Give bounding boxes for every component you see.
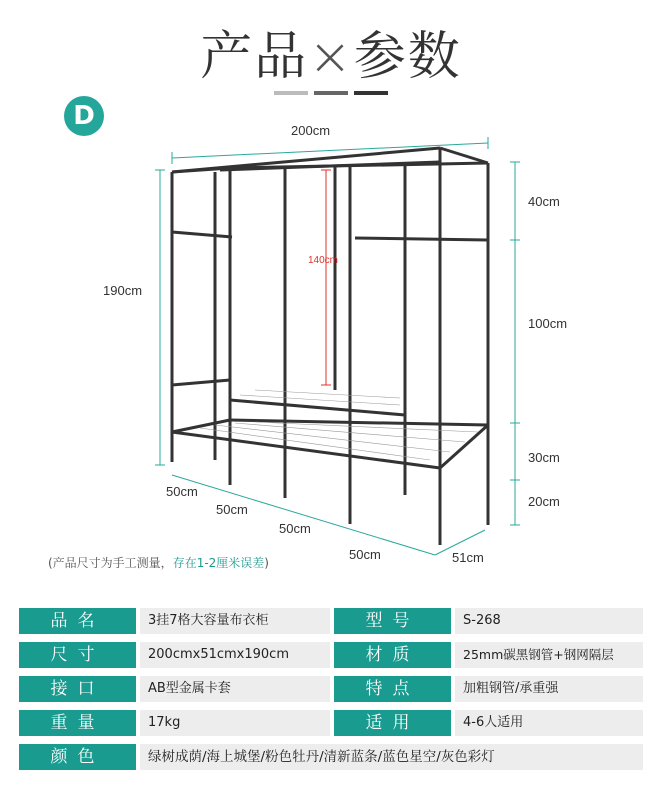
spec-key-feature: 特点 [334, 676, 451, 702]
dim-bottom-50c: 50cm [279, 521, 311, 536]
note-suffix: ) [264, 556, 269, 570]
title-right: 参数 [353, 27, 462, 87]
spec-row-size [19, 642, 643, 668]
spec-value-color: 绿树成荫/海上城堡/粉色牡丹/清新蓝条/蓝色星空/灰色彩灯 [140, 744, 643, 770]
spec-row-weight [19, 710, 643, 736]
spec-value-name: 3挂7格大容量布衣柜 [140, 608, 330, 634]
spec-value-size: 200cmx51cmx190cm [140, 642, 330, 668]
dim-right-30: 30cm [528, 450, 560, 465]
spec-key-material: 材质 [334, 642, 451, 668]
spec-key-name: 品名 [19, 608, 136, 634]
dim-right-100: 100cm [528, 316, 568, 331]
spec-value-weight: 17kg [140, 710, 330, 736]
dim-inner-height: 140cm [308, 255, 339, 266]
inner-height-line [321, 170, 331, 385]
spec-value-connector: AB型金属卡套 [140, 676, 330, 702]
measurement-note [48, 554, 269, 571]
spec-row-color [19, 744, 643, 770]
dim-depth: 51cm [452, 550, 484, 565]
spec-value-model: S-268 [455, 608, 643, 634]
dim-right-20: 20cm [528, 494, 560, 509]
spec-value-material: 25mm碳黑钢管+钢网隔层 [455, 642, 643, 668]
dim-height-total: 190cm [103, 283, 143, 298]
variant-badge: D [64, 96, 104, 136]
note-prefix: (产品尺寸为手工测量， [48, 556, 173, 570]
spec-row-name [19, 608, 643, 634]
title-cross: × [308, 27, 354, 87]
dim-width-top: 200cm [291, 123, 331, 138]
spec-value-suitable: 4-6人适用 [455, 710, 643, 736]
spec-row-connector [19, 676, 643, 702]
dim-bottom-50b: 50cm [216, 502, 248, 517]
dim-bottom-50d: 50cm [349, 547, 381, 562]
title-left: 产品 [200, 27, 309, 87]
spec-key-model: 型号 [334, 608, 451, 634]
spec-key-size: 尺寸 [19, 642, 136, 668]
spec-key-weight: 重量 [19, 710, 136, 736]
spec-value-feature: 加粗钢管/承重强 [455, 676, 643, 702]
note-highlight: 存在1-2厘米误差 [172, 556, 265, 570]
dim-bottom-50a: 50cm [166, 484, 198, 499]
dimension-lines [155, 137, 520, 555]
frame-tubes [172, 148, 488, 545]
spec-key-suitable: 适用 [334, 710, 451, 736]
dim-right-40: 40cm [528, 194, 560, 209]
spec-key-connector: 接口 [19, 676, 136, 702]
spec-key-color: 颜色 [19, 744, 136, 770]
